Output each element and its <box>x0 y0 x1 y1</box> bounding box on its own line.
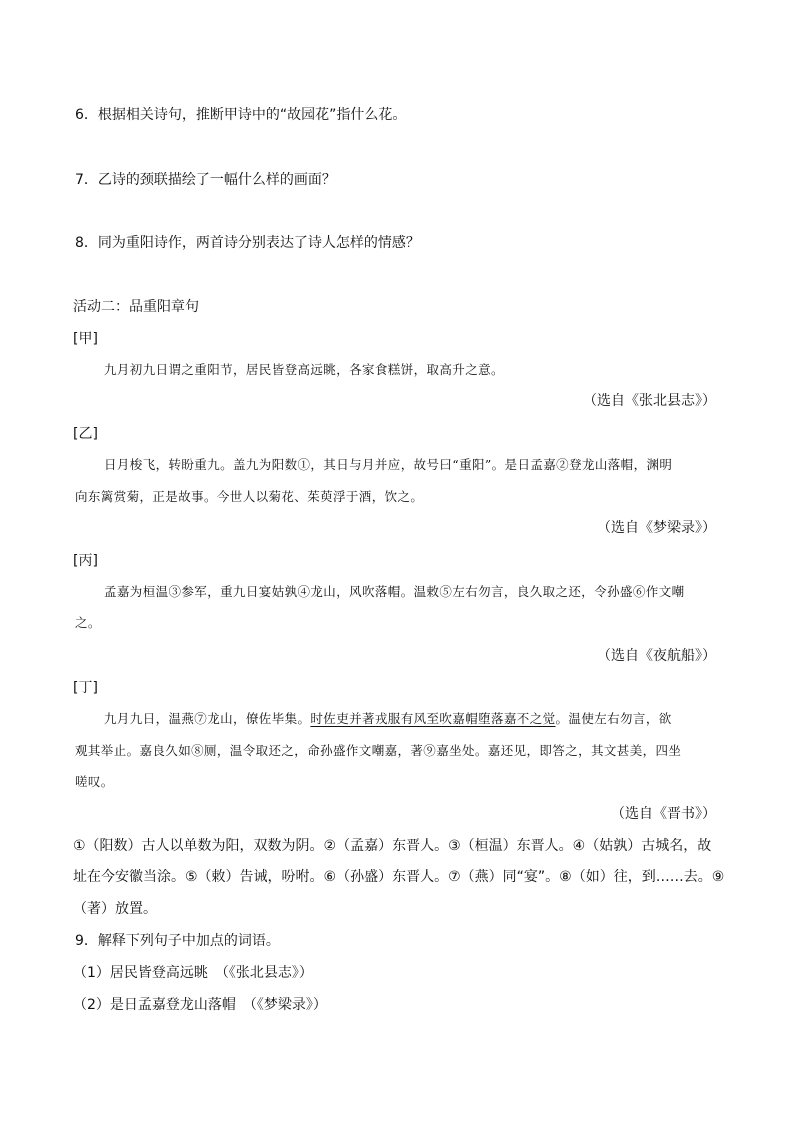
passage-yi-source: （选自《梦梁录》） <box>597 520 716 536</box>
question-9-item: （1）居民皆登高远眺 （《张北县志》） <box>73 965 313 981</box>
passage-bing-line: 孟嘉为桓温③参军，重九日宴姑孰④龙山，风吹落帽。温敕⑤左右勿言，良久取之还，令孙盛⑥作文嘲 <box>104 584 685 599</box>
question-7: 7．乙诗的颈联描绘了一幅什么样的画面？ <box>75 172 336 188</box>
passage-ding-line: 嗟叹。 <box>75 774 114 789</box>
passage-bing-source: （选自《夜航船》） <box>597 648 716 664</box>
passage-ding-text: 。温使左右勿言，欲 <box>555 711 672 726</box>
passage-ding-tag: [丁] <box>73 680 98 696</box>
annotation-line: （著）放置。 <box>73 901 157 917</box>
question-8: 8．同为重阳诗作，两首诗分别表达了诗人怎样的情感？ <box>75 235 420 251</box>
passage-jia-source: （选自《张北县志》） <box>583 393 716 409</box>
annotation-line: ①（阳数）古人以单数为阳，双数为阴。②（孟嘉）东晋人。③（桓温）东晋人。④（姑孰）古城名，故 <box>73 838 712 854</box>
passage-ding-text: 九月九日，温燕⑦龙山，僚佐毕集。 <box>104 711 311 726</box>
question-9-item: （2）是日孟嘉登龙山落帽 （《梦梁录》） <box>73 997 327 1013</box>
activity-title: 活动二：品重阳章句 <box>73 299 199 315</box>
annotation-line: 址在今安徽当涂。⑤（敕）告诫，吩咐。⑥（孙盛）东晋人。⑦（燕）同“宴”。⑧（如）往，到……去。⑨ <box>73 869 725 885</box>
passage-ding-source: （选自《晋书》） <box>611 806 716 822</box>
passage-ding-line: 观其举止。嘉良久如⑧厕，温令取还之，命孙盛作文嘲嘉，著⑨嘉坐处。嘉还见，即答之，其文甚美，四坐 <box>75 743 682 758</box>
question-9: 9．解释下列句子中加点的词语。 <box>75 933 280 949</box>
passage-jia-line: 九月初九日谓之重阳节，居民皆登高远眺，各家食糕饼，取高升之意。 <box>104 362 504 377</box>
passage-ding-line <box>104 709 672 727</box>
passage-yi-line: 向东篱赏菊，正是故事。今世人以菊花、茱萸浮于酒，饮之。 <box>75 489 424 504</box>
passage-bing-tag: [丙] <box>73 553 98 569</box>
underlined-sentence: 时佐吏并著戎服有风至吹嘉帽堕落嘉不之觉 <box>310 711 556 726</box>
passage-yi-line: 日月梭飞，转盼重九。盖九为阳数①，其日与月并应，故号曰“重阳”。是日孟嘉②登龙山落帽，渊明 <box>104 457 673 472</box>
passage-jia-tag: [甲] <box>73 331 98 347</box>
passage-bing-line: 之。 <box>75 615 101 630</box>
question-6: 6．根据相关诗句，推断甲诗中的“故园花”指什么花。 <box>75 107 407 123</box>
passage-yi-tag: [乙] <box>73 426 98 442</box>
